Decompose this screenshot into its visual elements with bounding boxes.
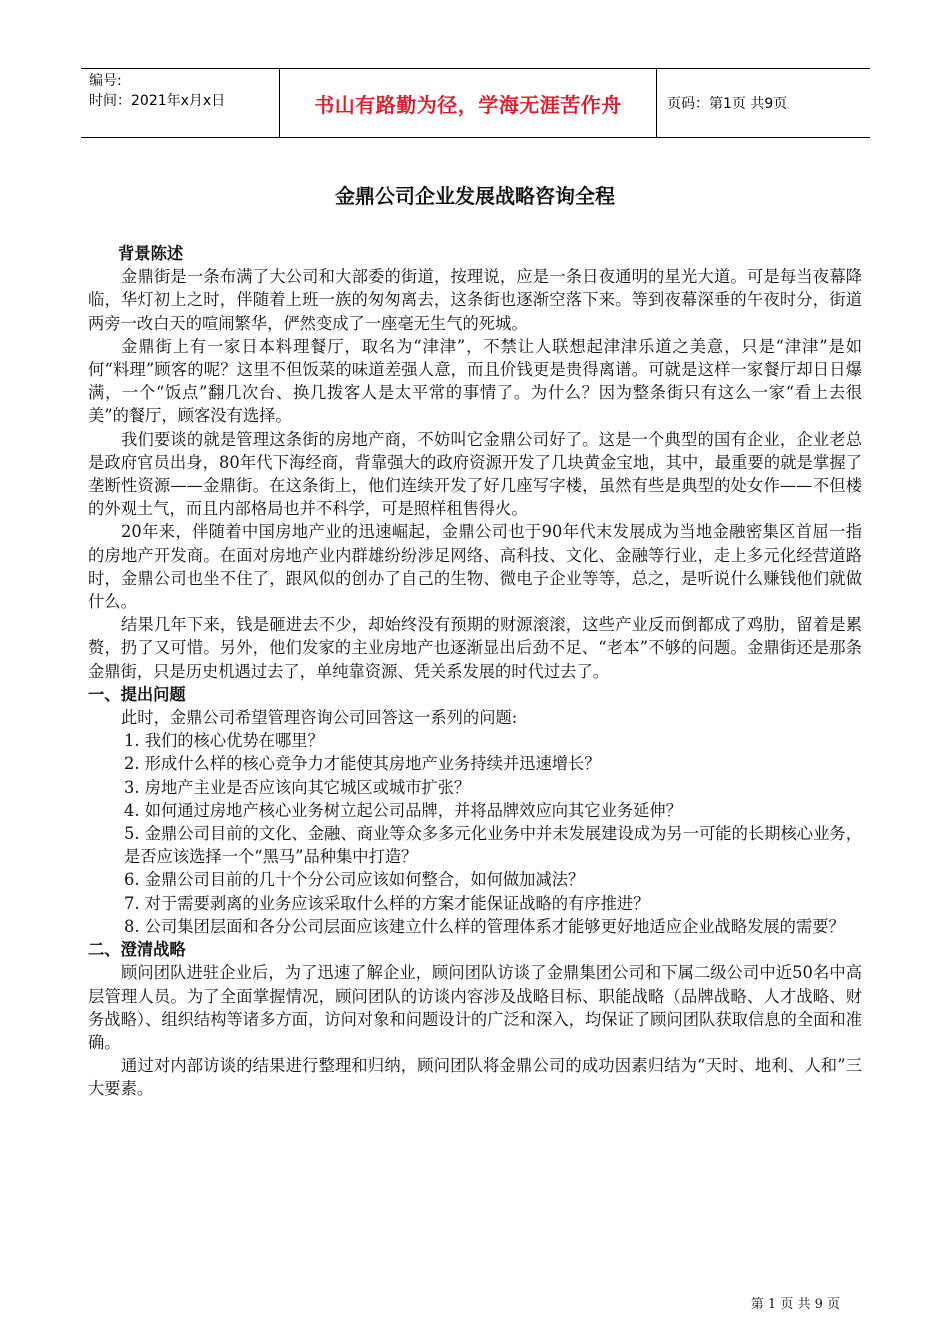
document-date-label: 时间：2021年x月x日 [89, 93, 226, 109]
background-paragraph: 20年来，伴随着中国房地产业的迅速崛起，金鼎公司也于90年代末发展成为当地金融密集区首屈一指的房地产开发商。在面对房地产业内群雄纷纷涉足网络、高科技、文化、金融等行业，走上多元化经营道路时，金鼎公司也坐不住了，跟风似的创办了自己的生物、微电子企业等等，总之，是听说什么赚钱他们就做什么。 [88, 522, 862, 612]
background-paragraph: 我们要谈的就是管理这条街的房地产商，不妨叫它金鼎公司好了。这是一个典型的国有企业，企业老总是政府官员出身，80年代下海经商，背靠强大的政府资源开发了几块黄金宝地，其中，最重要的就是掌握了垄断性资源——金鼎街。在这条街上，他们连续开发了好几座写字楼，虽然有些是典型的处女作——不但楼的外观土气，而且内部格局也并不科学，可是照样租售得火。 [88, 429, 862, 519]
question-item: 2. 形成什么样的核心竞争力才能使其房地产业务持续并迅速增长？ [124, 754, 601, 774]
header-page-info: 页码：第1页 共9页 [667, 96, 788, 112]
problems-intro: 此时，金鼎公司希望管理咨询公司回答这一系列的问题: [121, 708, 518, 728]
question-item: 1. 我们的核心优势在哪里？ [124, 731, 324, 751]
header-meta [81, 69, 280, 137]
strategy-paragraph: 顾问团队进驻企业后，为了迅速了解企业，顾问团队访谈了金鼎集团公司和下属二级公司中近50名中高层管理人员。为了全面掌握情况，顾问团队的访谈内容涉及战略目标、职能战略（品牌战略、人才战略、财务战略）、组织结构等诸多方面，访问对象和问题设计的广泛和深入，均保证了顾问团队获取信息的全面和准确。 [88, 963, 862, 1052]
background-paragraph: 金鼎街是一条布满了大公司和大部委的街道，按理说，应是一条日夜通明的星光大道。可是每当夜幕降临，华灯初上之时，伴随着上班一族的匆匆离去，这条街也逐渐空落下来。等到夜幕深垂的午夜时分，街道两旁一改白天的喧闹繁华，俨然变成了一座毫无生气的死城。 [88, 267, 862, 333]
document-body [88, 242, 862, 1101]
question-item: 5. 金鼎公司目前的文化、金融、商业等众多多元化业务中并未发展建设成为另一可能的长期核心业务，是否应该选择一个“黑马”品种集中打造？ [124, 824, 862, 867]
page-header [81, 68, 870, 138]
section-heading-strategy: 二、澄清战略 [88, 940, 186, 960]
question-item: 6. 金鼎公司目前的几十个分公司应该如何整合，如何做加减法？ [124, 870, 585, 890]
document-title: 金鼎公司企业发展战略咨询全程 [335, 184, 615, 208]
question-item: 8. 公司集团层面和各分公司层面应该建立什么样的管理体系才能够更好地适应企业战略发展的需要？ [124, 916, 845, 936]
background-paragraph: 结果几年下来，钱是砸进去不少，却始终没有预期的财源滚滚，这些产业反而倒都成了鸡肋，留着是累赘，扔了又可惜。另外，他们发家的主业房地产也逐渐显出后劲不足、“老本”不够的问题。金鼎街还是那条金鼎街，只是历史机遇过去了，单纯靠资源、凭关系发展的时代过去了。 [88, 615, 862, 681]
question-item: 4. 如何通过房地产核心业务树立起公司品牌，并将品牌效应向其它业务延伸？ [124, 800, 682, 820]
document-number-label: 编号: [89, 73, 122, 89]
background-paragraph: 金鼎街上有一家日本料理餐厅，取名为“津津”，不禁让人联想起津津乐道之美意，只是“津津”是如何“料理”顾客的呢？这里不但饭菜的味道差强人意，而且价钱更是贵得离谱。可就是这样一家餐厅却日日爆满，一个“饭点”翻几次台、换几拨客人是太平常的事情了。为什么？因为整条街只有这么一家“看上去很美”的餐厅，顾客没有选择。 [88, 336, 862, 426]
page-footer: 第 1 页 共 9 页 [750, 1297, 840, 1312]
question-item: 3. 房地产主业是否应该向其它城区或城市扩张？ [124, 777, 471, 797]
header-motto: 书山有路勤为径，学海无涯苦作舟 [280, 69, 657, 137]
strategy-paragraph: 通过对内部访谈的结果进行整理和归纳，顾问团队将金鼎公司的成功因素归结为“天时、地利、人和”三大要素。 [88, 1056, 862, 1099]
background-heading: 背景陈述 [118, 244, 184, 263]
section-heading-problems: 一、提出问题 [88, 684, 186, 704]
question-item: 7. 对于需要剥离的业务应该采取什么样的方案才能保证战略的有序推进？ [124, 893, 650, 913]
